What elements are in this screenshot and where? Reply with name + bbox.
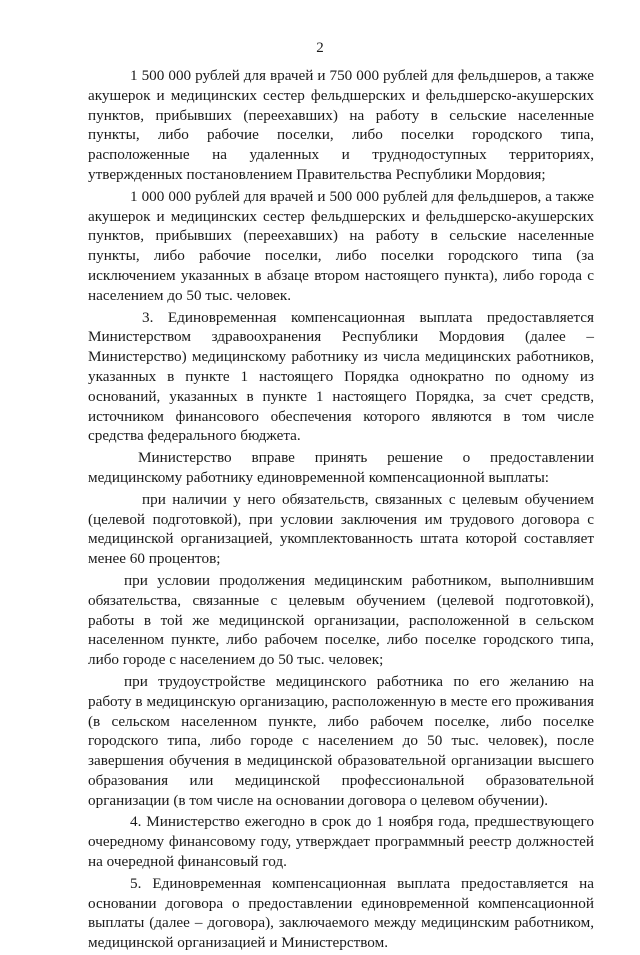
page-number: 2 (316, 40, 324, 56)
document-body (88, 66, 594, 955)
paragraph-payment-remote-territories: 1 500 000 рублей для врачей и 750 000 рублей для фельдшеров, а также акушерок и медицинских сестер фельдшерских и фельдшерско-акушерских пунктов, прибывших (переехавших) на работу в сельские населенные пункты, либо рабочие поселки, либо поселки городского типа, расположенные на удаленных и труднодоступных территориях, утвержденных постановлением Правительства Республики Мордовия; (88, 67, 594, 183)
paragraph-clause-5: 5. Единовременная компенсационная выплата предоставляется на основании договора о предоставлении единовременной компенсационной выплаты (далее – договора), заключаемого между медицинским работником, медицинской организацией и Министерством. (88, 874, 594, 952)
paragraph-clause-3: 3. Единовременная компенсационная выплата предоставляется Министерством здравоохранения Республики Мордовия (далее – Министерство) медицинскому работнику из числа медицинских работников, указанных в пункте 1 настоящего Порядка однократно по одному из оснований, указанных в пункте 1 настоящего Порядка, за счет средств, источником финансового обеспечения которого являются в том числе средства федерального бюджета. (88, 308, 594, 445)
paragraph-payment-rural-settlements: 1 000 000 рублей для врачей и 500 000 рублей для фельдшеров, а также акушерок и медицинских сестер фельдшерских и фельдшерско-акушерских пунктов, прибывших (переехавших) на работу в сельские населенные пункты, либо рабочие поселки, либо поселки городского типа (за исключением указанных в абзаце втором настоящего пункта), либо города с населением до 50 тыс. человек. (88, 187, 594, 304)
paragraph-condition-employment: при трудоустройстве медицинского работника по его желанию на работу в медицинскую организацию, расположенную в месте его проживания (в сельском населенном пункте, либо рабочем поселке, либо поселке городского типа, либо городе с населением до 50 тыс. человек), после завершения обучения в медицинской образовательной организации высшего образования или медицинской профессиональной образовательной организации (в том числе на основании договора о целевом обучении). (88, 672, 594, 809)
paragraph-condition-continued-work: при условии продолжения медицинским работником, выполнившим обязательства, связанные с целевым обучением (целевой подготовкой), работы в той же медицинской организации, расположенной в сельском населенном пункте, либо рабочем поселке, либо поселке городского типа, либо городе с населением до 50 тыс. человек; (88, 571, 594, 669)
paragraph-condition-targeted-training: при наличии у него обязательств, связанных с целевым обучением (целевой подготовкой), при условии заключения им трудового договора с медицинской организацией, укомплектованность штата которой составляет менее 60 процентов; (88, 490, 594, 568)
paragraph-ministry-right: Министерство вправе принять решение о предоставлении медицинскому работнику единовременной компенсационной выплаты: (88, 449, 594, 486)
paragraph-clause-4: 4. Министерство ежегодно в срок до 1 ноября года, предшествующего очередному финансовому году, утверждает программный реестр должностей на очередной финансовый год. (88, 813, 594, 871)
